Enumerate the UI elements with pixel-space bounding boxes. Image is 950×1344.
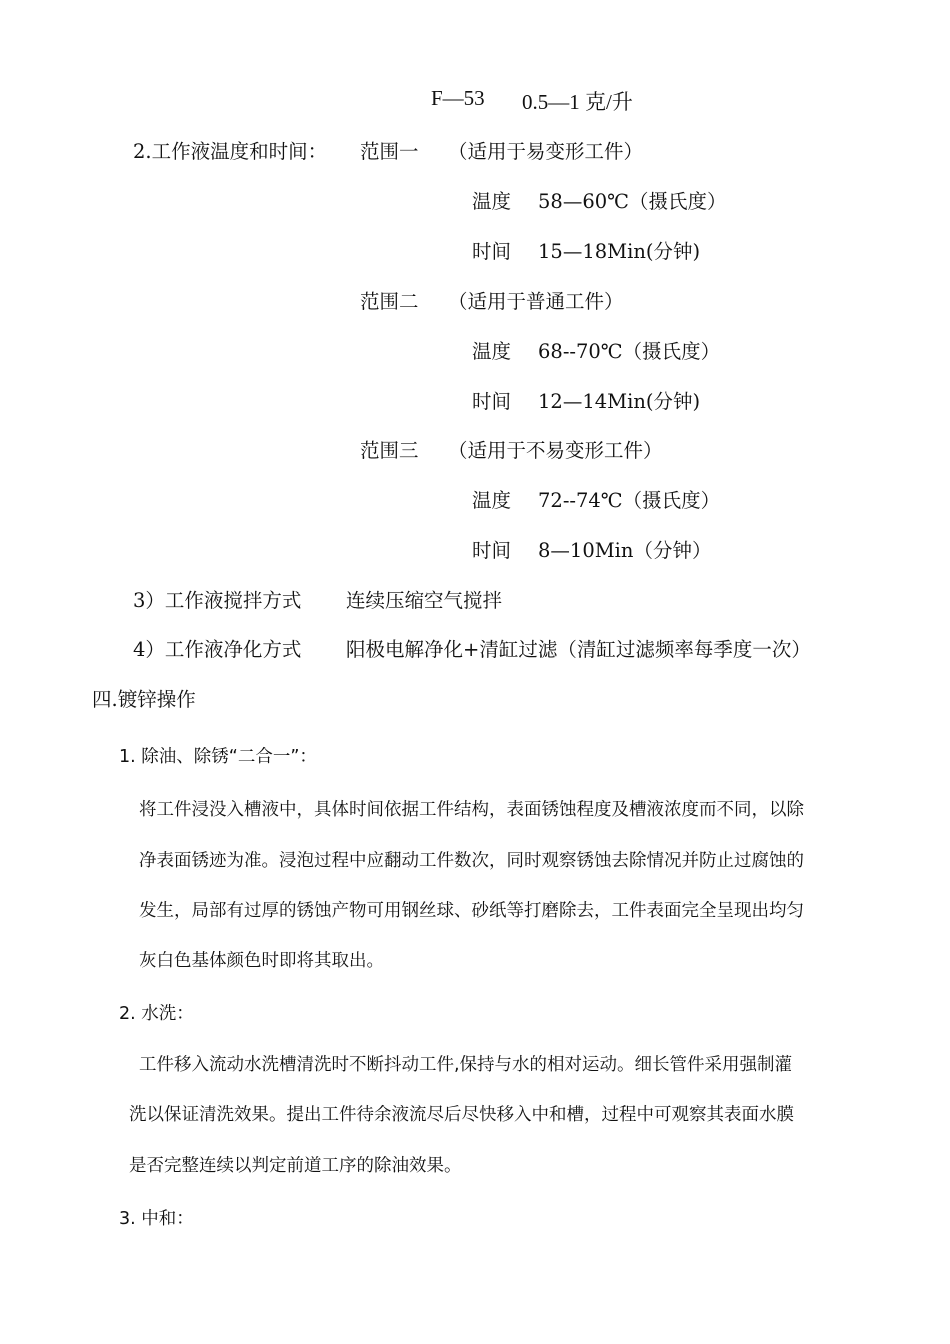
step2-title: 2. 水洗： xyxy=(119,1004,194,1024)
step1-line-3: 发生，局部有过厚的锈蚀产物可用钢丝球、砂纸等打磨除去，工件表面完全呈现出均匀 xyxy=(139,901,804,921)
step1-line-2: 净表面锈迹为准。浸泡过程中应翻动工件数次，同时观察锈蚀去除情况并防止过腐蚀的 xyxy=(139,851,804,871)
step2-line-3: 是否完整连续以判定前道工序的除油效果。 xyxy=(129,1156,462,1176)
range-3-label: 范围三 xyxy=(360,439,419,462)
formula-name: F—53 xyxy=(431,86,485,110)
step1-line-1: 将工件浸没入槽液中，具体时间依据工件结构，表面锈蚀程度及槽液浓度而不同，以除 xyxy=(139,800,804,820)
range-2-temp: 68--70℃（摄氏度） xyxy=(538,340,721,363)
range-1-desc: （适用于易变形工件） xyxy=(448,140,644,163)
part4-heading: 四.镀锌操作 xyxy=(92,688,196,711)
range-2-temp-label: 温度 xyxy=(472,340,512,363)
formula-amount: 0.5—1 克/升 xyxy=(522,90,633,114)
range-3-temp-label: 温度 xyxy=(472,489,512,512)
step3-title: 3. 中和： xyxy=(119,1209,194,1229)
step1-line-4: 灰白色基体颜色时即将其取出。 xyxy=(139,951,384,971)
range-1-time: 15—18Min(分钟) xyxy=(538,240,701,263)
range-3-time-label: 时间 xyxy=(472,539,512,562)
range-3-time: 8—10Min（分钟） xyxy=(538,539,712,562)
step2-line-1: 工件移入流动水洗槽清洗时不断抖动工件,保持与水的相对运动。细长管件采用强制灌 xyxy=(139,1055,793,1075)
range-1-time-label: 时间 xyxy=(472,240,512,263)
range-1-temp: 58—60℃（摄氏度） xyxy=(538,190,727,213)
step1-title: 1. 除油、除锈“二合一”： xyxy=(119,747,317,767)
range-2-time: 12—14Min(分钟) xyxy=(538,390,701,413)
range-2-desc: （适用于普通工件） xyxy=(448,290,624,313)
range-1-temp-label: 温度 xyxy=(472,190,512,213)
range-3-desc: （适用于不易变形工件） xyxy=(448,439,663,462)
item3-label: 3）工作液搅拌方式 xyxy=(133,589,302,612)
range-2-time-label: 时间 xyxy=(472,390,512,413)
item4-value: 阳极电解净化+清缸过滤（清缸过滤频率每季度一次） xyxy=(346,638,811,661)
item4-label: 4）工作液净化方式 xyxy=(133,638,302,661)
item3-value: 连续压缩空气搅拌 xyxy=(346,589,503,612)
section2-heading: 2.工作液温度和时间： xyxy=(133,140,328,163)
range-3-temp: 72--74℃（摄氏度） xyxy=(538,489,721,512)
range-1-label: 范围一 xyxy=(360,140,419,163)
range-2-label: 范围二 xyxy=(360,290,419,313)
step2-line-2: 洗以保证清洗效果。提出工件待余液流尽后尽快移入中和槽，过程中可观察其表面水膜 xyxy=(129,1105,794,1125)
